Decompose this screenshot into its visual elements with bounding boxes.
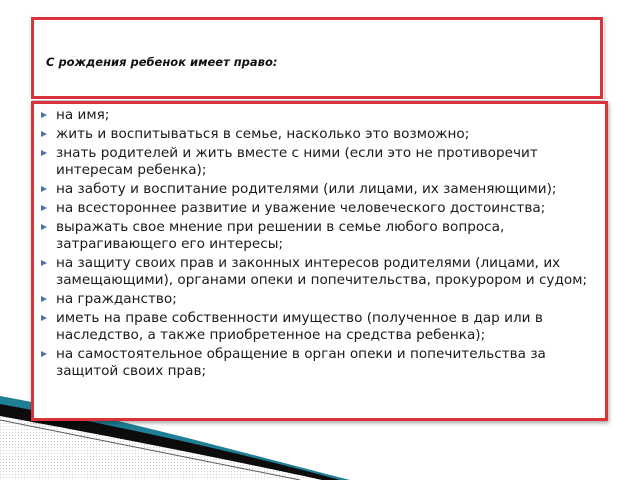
list-item-text: на защиту своих прав и законных интересов родителями (лицами, их замещающими), органами опеки и попечительства, прокурором и судом; <box>56 255 588 288</box>
list-item-text: на всестороннее развитие и уважение человеческого достоинства; <box>56 200 546 216</box>
list-item <box>56 346 599 380</box>
triangle-bullet-icon <box>41 296 47 302</box>
rights-list <box>34 104 605 380</box>
list-item <box>56 291 599 308</box>
list-item-text: на имя; <box>56 107 110 123</box>
list-item <box>56 145 599 179</box>
triangle-bullet-icon <box>41 205 47 211</box>
list-item <box>56 181 599 198</box>
triangle-bullet-icon <box>41 224 47 230</box>
triangle-bullet-icon <box>41 315 47 321</box>
list-item-text: на заботу и воспитание родителями (или лицами, их заменяющими); <box>56 181 557 197</box>
list-item-text: иметь на праве собственности имущество (полученное в дар или в наследство, а также приобретенное на средства ребенка); <box>56 310 543 343</box>
list-item-text: на самостоятельное обращение в орган опеки и попечительства за защитой своих прав; <box>56 346 546 379</box>
triangle-bullet-icon <box>41 131 47 137</box>
list-item <box>56 126 599 143</box>
title-frame <box>31 17 603 99</box>
triangle-bullet-icon <box>41 351 47 357</box>
list-item <box>56 255 599 289</box>
list-item-text: жить и воспитываться в семье, насколько это возможно; <box>56 126 470 142</box>
triangle-bullet-icon <box>41 186 47 192</box>
triangle-bullet-icon <box>41 150 47 156</box>
list-item-text: знать родителей и жить вместе с ними (если это не противоречит интересам ребенка); <box>56 145 538 178</box>
list-item <box>56 219 599 253</box>
list-item-text: на гражданство; <box>56 291 177 307</box>
list-item <box>56 107 599 124</box>
list-item <box>56 200 599 217</box>
triangle-bullet-icon <box>41 112 47 118</box>
list-item-text: выражать свое мнение при решении в семье любого вопроса, затрагивающего его интересы; <box>56 219 505 252</box>
slide-title: С рождения ребенок имеет право: <box>46 55 278 69</box>
list-item <box>56 310 599 344</box>
triangle-bullet-icon <box>41 260 47 266</box>
content-frame <box>31 101 608 421</box>
